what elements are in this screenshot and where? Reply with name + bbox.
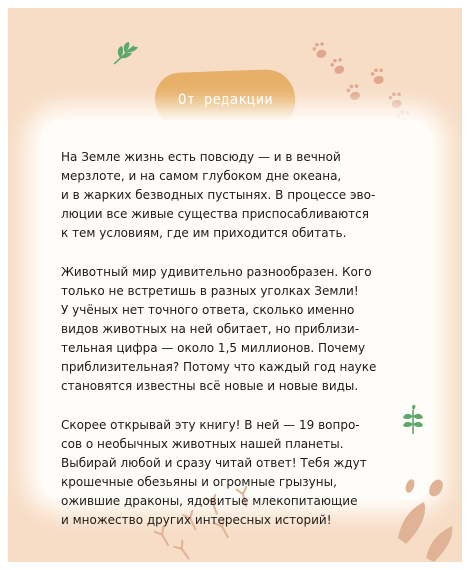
page-title: От редакции bbox=[177, 92, 273, 109]
text-line: мерзлоте, и на самом глубоком дне океана, bbox=[61, 169, 342, 183]
paragraph-3 bbox=[61, 416, 409, 530]
text-line: крошечные обезьяны и огромные грызуны, bbox=[61, 475, 337, 489]
text-line: ожившие драконы, ядовитые млекопитающие bbox=[61, 494, 358, 508]
text-line: к тем условиям, где им приходится обитать. bbox=[61, 226, 347, 240]
text-line: тельная цифра — около 1,5 миллионов. Почему bbox=[61, 341, 366, 355]
text-line: сов о необычных животных нашей планеты. bbox=[61, 437, 344, 451]
text-line: приблизительная? Потому что каждый год науке bbox=[61, 360, 377, 374]
text-line: Скорее открывай эту книгу! В ней — 19 вопро- bbox=[61, 418, 360, 432]
text-line: становятся известны всё новые и новые виды. bbox=[61, 379, 359, 393]
text-line: только не встретишь в разных уголках Земли! bbox=[61, 284, 359, 298]
text-line: Животный мир удивительно разнообразен. Кого bbox=[61, 265, 372, 279]
editorial-text bbox=[61, 148, 409, 550]
text-line: Выбирай любой и сразу читай ответ! Тебя ждут bbox=[61, 456, 367, 470]
leaf-sprig-icon bbox=[110, 38, 144, 68]
text-line: люции все живые существа приспосабливаются bbox=[61, 207, 369, 221]
text-line: и множество других интересных историй! bbox=[61, 513, 332, 527]
text-line: и в жарких безводных пустынях. В процессе эво- bbox=[61, 188, 376, 202]
paragraph-2 bbox=[61, 263, 409, 396]
text-line: У учёных нет точного ответа, сколько именно bbox=[61, 303, 355, 317]
text-line: На Земле жизнь есть повсюду — и в вечной bbox=[61, 150, 341, 164]
paragraph-1 bbox=[61, 148, 409, 243]
text-line: видов животных на ней обитает, но приблизи- bbox=[61, 322, 360, 336]
